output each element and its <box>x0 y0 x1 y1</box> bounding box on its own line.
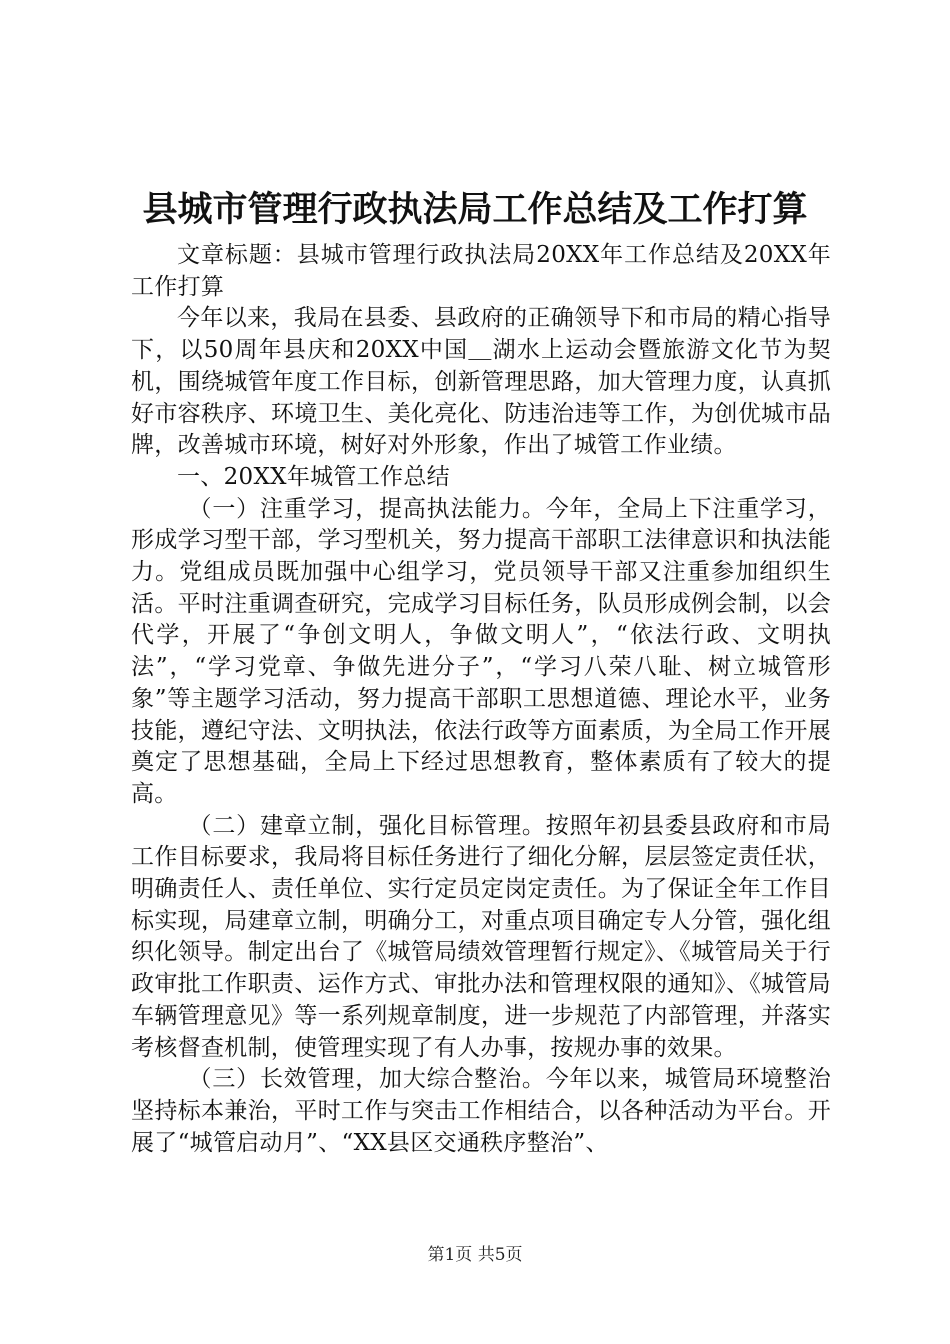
section-heading: 一、20XX年城管工作总结 <box>177 463 450 490</box>
document-title: 县城市管理行政执法局工作总结及工作打算 <box>142 189 808 230</box>
document-body <box>131 240 831 1159</box>
article-title-paragraph: 文章标题：县城市管理行政执法局20XX年工作总结及20XX年工作打算 <box>131 242 831 300</box>
subsection-paragraph-2: （二）建章立制，强化目标管理。按照年初县委县政府和市局工作目标要求，我局将目标任务进行了细化分解，层层签定责任状，明确责任人、责任单位、实行定员定岗定责任。为了保证全年工作目标实现，局建章立制，明确分工，对重点项目确定专人分管，强化组织化领导。制定出台了《城管局绩效管理暂行规定》、《城管局关于行政审批工作职责、运作方式、审批办法和管理权限的通知》、《城管局车辆管理意见》等一系列规章制度，进一步规范了内部管理，并落实考核督查机制，使管理实现了有人办事，按规办事的效果。 <box>131 812 831 1061</box>
subsection-paragraph-3: （三）长效管理，加大综合整治。今年以来，城管局环境整治坚持标本兼治，平时工作与突击工作相结合，以各种活动为平台。开展了“城管启动月”、“XX县区交通秩序整治”、 <box>131 1066 831 1156</box>
page-number-footer: 第1页 共5页 <box>427 1245 523 1265</box>
intro-paragraph: 今年以来，我局在县委、县政府的正确领导下和市局的精心指导下，以50周年县庆和20XX中国＿湖水上运动会暨旅游文化节为契机，围绕城管年度工作目标，创新管理思路，加大管理力度，认真抓好市容秩序、环境卫生、美化亮化、防违治违等工作，为创优城市品牌，改善城市环境，树好对外形象，作出了城管工作业绩。 <box>131 305 831 459</box>
subsection-paragraph-1: （一）注重学习，提高执法能力。今年，全局上下注重学习，形成学习型干部，学习型机关，努力提高干部职工法律意识和执法能力。党组成员既加强中心组学习，党员领导干部又注重参加组织生活。平时注重调查研究，完成学习目标任务，队员形成例会制，以会代学，开展了“争创文明人，争做文明人”，“依法行政、文明执法”，“学习党章、争做先进分子”，“学习八荣八耻、树立城管形象”等主题学习活动，努力提高干部职工思想道德、理论水平，业务技能，遵纪守法、文明执法，依法行政等方面素质，为全局工作开展奠定了思想基础，全局上下经过思想教育，整体素质有了较大的提高。 <box>131 495 831 807</box>
